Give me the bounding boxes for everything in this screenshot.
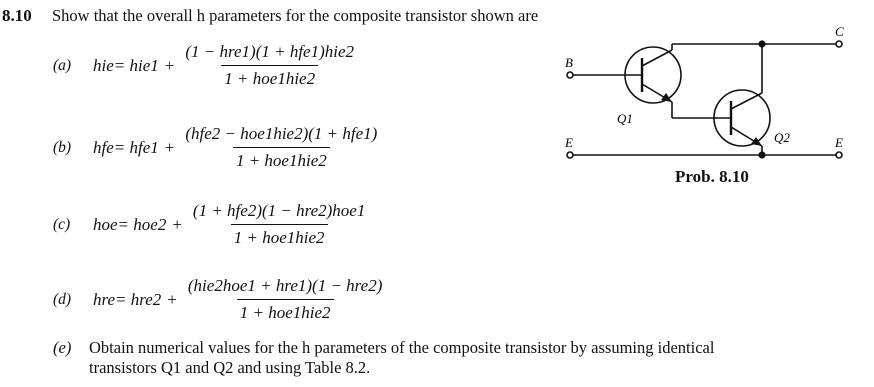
- equation-a-numerator: (1 − hre1)(1 + hfe1)hie2: [185, 42, 355, 61]
- terminal-c: [836, 41, 842, 47]
- label-e-right: E: [835, 135, 843, 150]
- junction-dot: [759, 152, 765, 158]
- equation-c-rhs-term: = hoe2: [117, 214, 167, 234]
- equation-d-label: (d): [53, 290, 72, 308]
- label-q1: Q1: [617, 111, 633, 126]
- label-b: B: [565, 55, 573, 70]
- equation-d-rhs-term: = hre2: [115, 289, 162, 309]
- figure-caption: Prob. 8.10: [675, 167, 749, 186]
- plus-sign: +: [172, 214, 182, 234]
- equation-a-denominator: 1 + hoe1hie2: [221, 65, 318, 89]
- equation-b-numerator: (hfe2 − hoe1hie2)(1 + hfe1): [185, 124, 378, 143]
- equation-b-label: (b): [53, 138, 72, 156]
- terminal-e-right: [836, 152, 842, 158]
- part-e-line-2: transistors Q1 and Q2 and using Table 8.2.: [89, 358, 371, 377]
- equation-b-lhs: hfe: [93, 137, 114, 157]
- equation-a-lhs: hie: [93, 55, 114, 75]
- terminal-b: [567, 72, 573, 78]
- terminal-e-left: [567, 152, 573, 158]
- equation-c-denominator: 1 + hoe1hie2: [231, 224, 328, 248]
- label-q2: Q2: [774, 130, 790, 145]
- equation-a-rhs-term: = hie1: [113, 55, 159, 75]
- problem-number: 8.10: [2, 6, 32, 25]
- equation-d-numerator: (hie2hoe1 + hre1)(1 − hre2): [187, 276, 383, 295]
- equation-c-numerator: (1 + hfe2)(1 − hre2)hoe1: [192, 201, 366, 220]
- equation-c-lhs: hoe: [93, 214, 118, 234]
- plus-sign: +: [164, 137, 175, 157]
- plus-sign: +: [167, 289, 177, 309]
- equation-d-lhs: hre: [93, 289, 116, 309]
- problem-statement: Show that the overall h parameters for the composite transistor shown are: [52, 6, 539, 25]
- part-e-line-1: Obtain numerical values for the h parameters of the composite transistor by assuming identical: [89, 338, 715, 357]
- label-c: C: [835, 24, 844, 39]
- part-e-label: (e): [53, 338, 72, 357]
- plus-sign: +: [164, 55, 175, 75]
- equation-d-denominator: 1 + hoe1hie2: [237, 299, 334, 323]
- equation-b-denominator: 1 + hoe1hie2: [233, 147, 330, 171]
- equation-c-label: (c): [53, 215, 71, 233]
- equation-a-label: (a): [53, 56, 72, 74]
- equation-b-rhs-term: = hfe1: [113, 137, 159, 157]
- label-e-left: E: [565, 135, 573, 150]
